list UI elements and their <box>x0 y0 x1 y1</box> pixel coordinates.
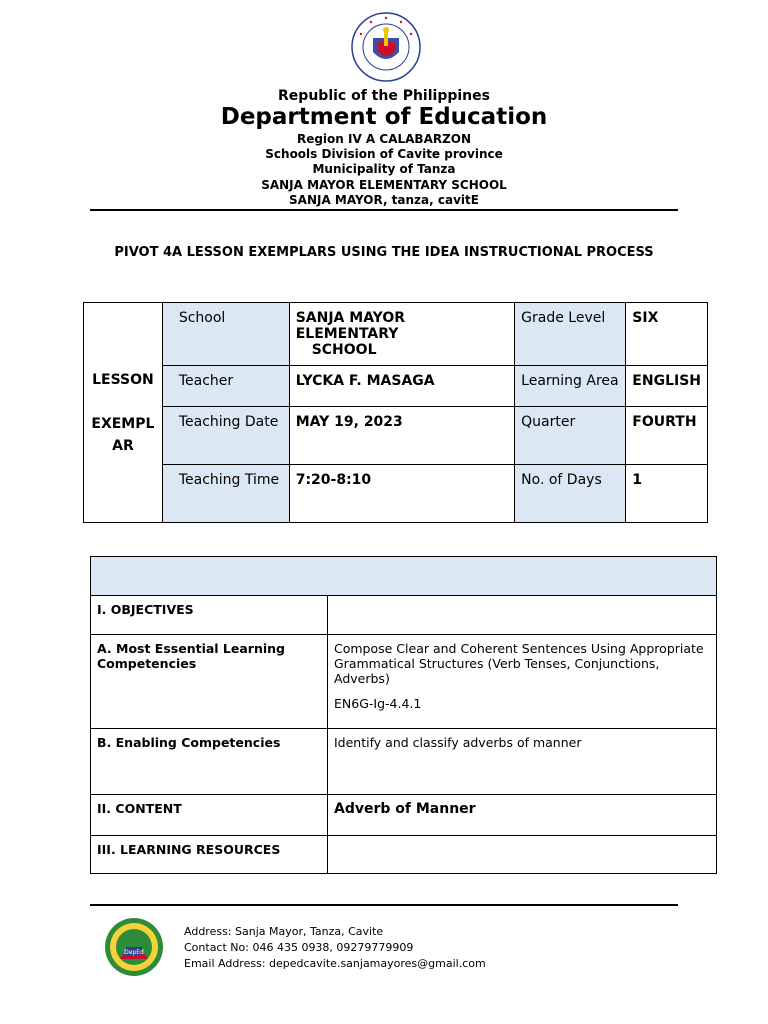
footer-contact: Contact No: 046 435 0938, 09279779909 <box>184 941 414 954</box>
teaching-date-label: Teaching Date <box>162 407 289 465</box>
quarter-value: FOURTH <box>626 407 708 465</box>
learning-area-value: ENGLISH <box>626 366 708 407</box>
school-value-line1: SANJA MAYOR ELEMENTARY <box>295 310 406 342</box>
lesson-info-table <box>83 302 708 523</box>
objectives-header-bar <box>91 557 717 596</box>
school-line: SANJA MAYOR ELEMENTARY SCHOOL <box>261 178 507 192</box>
teacher-value: LYCKA F. MASAGA <box>289 366 514 407</box>
objectives-label: I. OBJECTIVES <box>91 596 328 635</box>
learning-area-label: Learning Area <box>515 366 626 407</box>
content-value: Adverb of Manner <box>328 795 717 836</box>
teaching-time-label: Teaching Time <box>162 465 289 523</box>
resources-label: III. LEARNING RESOURCES <box>91 836 328 874</box>
teaching-date-value: MAY 19, 2023 <box>289 407 514 465</box>
content-label: II. CONTENT <box>91 795 328 836</box>
school-value-line2: SCHOOL <box>311 342 377 358</box>
resources-value <box>328 836 717 874</box>
melc-code: EN6G-Ig-4.4.1 <box>334 696 422 711</box>
footer-email: Email Address: depedcavite.sanjamayores@gmail.com <box>184 957 486 970</box>
grade-level-label: Grade Level <box>515 303 626 366</box>
republic-heading: Republic of the Philippines <box>278 88 490 104</box>
teacher-label: Teacher <box>162 366 289 407</box>
header-divider <box>90 209 678 211</box>
melc-value <box>328 635 717 729</box>
melc-label: A. Most Essential Learning Competencies <box>91 635 328 729</box>
lesson-label-line1: LESSON <box>92 371 154 388</box>
school-address-line: SANJA MAYOR, tanza, cavitE <box>289 193 479 207</box>
department-heading: Department of Education <box>220 104 548 130</box>
quarter-label: Quarter <box>515 407 626 465</box>
region-line: Region IV A CALABARZON <box>296 132 472 146</box>
objectives-value <box>328 596 717 635</box>
teaching-time-value: 7:20-8:10 <box>289 465 514 523</box>
school-label: School <box>162 303 289 366</box>
grade-level-value: SIX <box>626 303 708 366</box>
division-line: Schools Division of Cavite province <box>265 147 503 161</box>
footer-divider <box>90 904 678 906</box>
deped-seal-icon <box>351 12 421 82</box>
document-title: PIVOT 4A LESSON EXEMPLARS USING THE IDEA INSTRUCTIONAL PROCESS <box>114 245 654 260</box>
lesson-label-line3: AR <box>112 437 134 454</box>
days-label: No. of Days <box>515 465 626 523</box>
municipality-line: Municipality of Tanza <box>312 162 456 176</box>
lesson-label-line2: EXEMPL <box>91 415 155 432</box>
lesson-exemplar-label <box>84 303 163 523</box>
objectives-table <box>90 556 717 874</box>
melc-text: Compose Clear and Coherent Sentences Using Appropriate Grammatical Structures (Verb Tenses, Conjunctions, Adverbs) <box>334 641 704 686</box>
school-logo-icon <box>104 913 164 981</box>
enabling-label: B. Enabling Competencies <box>91 729 328 795</box>
logo-text: DepEd <box>124 949 144 956</box>
days-value: 1 <box>626 465 708 523</box>
school-value <box>289 303 514 366</box>
footer-address: Address: Sanja Mayor, Tanza, Cavite <box>184 925 384 938</box>
enabling-value: Identify and classify adverbs of manner <box>328 729 717 795</box>
